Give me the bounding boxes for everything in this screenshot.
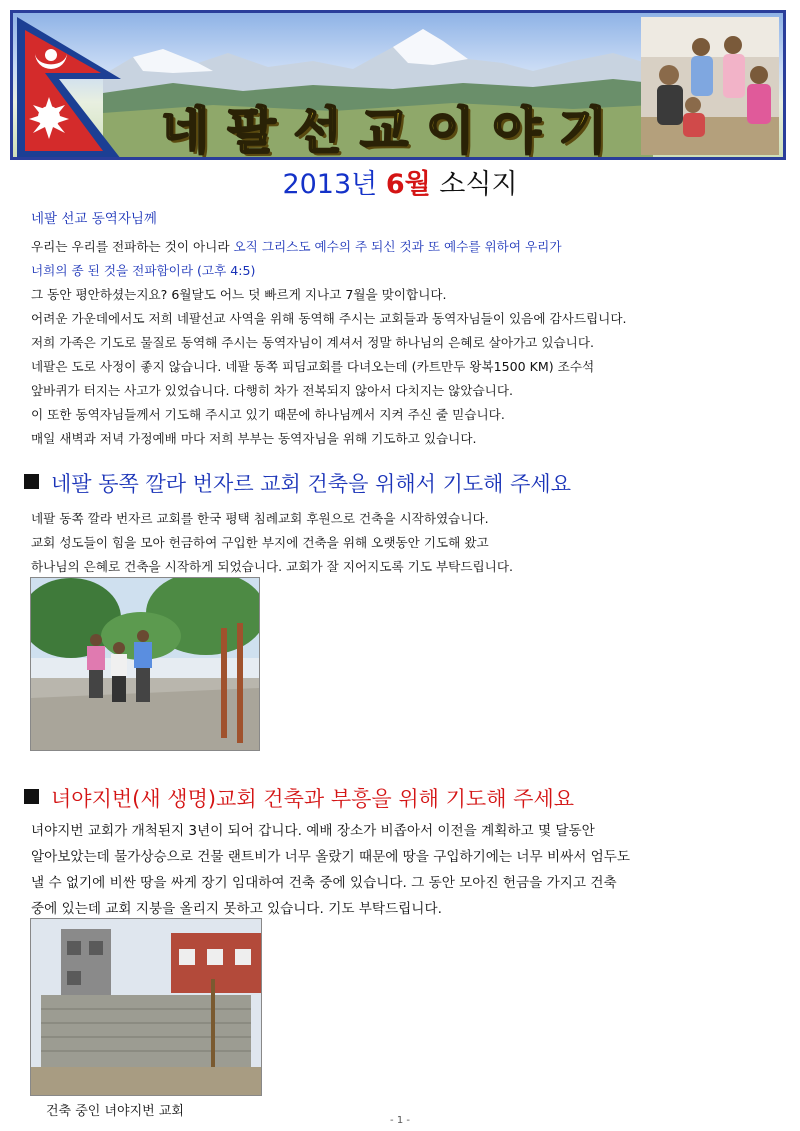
verse-line-2: 너희의 종 된 것을 전파함이라 (고후 4:5): [31, 263, 256, 278]
section2-line: 중에 있는데 교회 지붕을 올리지 못하고 있습니다. 기도 부탁드립니다.: [31, 901, 442, 917]
church-construction-photo: [30, 918, 262, 1096]
section2-line: 낼 수 없기에 비싼 땅을 싸게 장기 임대하여 건축 중에 있습니다. 그 동안 모아진 헌금을 가지고 건축: [31, 875, 617, 891]
nepal-flag-icon: [13, 13, 133, 160]
section1-line: 네팔 동쪽 깔라 번자르 교회를 한국 평택 침례교회 후원으로 건축을 시작하였습니다.: [31, 511, 489, 526]
issue-title: [0, 162, 800, 201]
section2-line: 녀야지번 교회가 개척된지 3년이 되어 갑니다. 예배 장소가 비좁아서 이전을 계획하고 몇 달동안: [31, 823, 595, 839]
intro-line: 네팔은 도로 사정이 좋지 않습니다. 네팔 동쪽 피딤교회를 다녀오는데 (카트만두 왕복1500 KM) 조수석: [31, 359, 595, 374]
section1-line: 교회 성도들이 힘을 모아 헌금하여 구입한 부지에 건축을 위해 오랫동안 기도해 왔고: [31, 535, 489, 550]
section-heading-text: 네팔 동쪽 깔라 번자르 교회 건축을 위해서 기도해 주세요: [51, 472, 571, 496]
intro-line: 매일 새벽과 저녁 가정예배 마다 저희 부부는 동역자님을 위해 기도하고 있습니다.: [31, 431, 477, 446]
intro-line: 그 동안 평안하셨는지요? 6월달도 어느 덧 빠르게 지나고 7월을 맞이합니다.: [31, 287, 447, 302]
page-number: - 1 -: [390, 1115, 410, 1126]
issue-label: 소식지: [439, 169, 518, 200]
section-heading-nayajiban: [24, 783, 574, 813]
photo-caption: 건축 중인 녀야지번 교회: [46, 1104, 184, 1119]
square-bullet-icon: [24, 474, 39, 489]
banner-title: 네팔선교이야기: [160, 102, 626, 160]
square-bullet-icon: [24, 789, 39, 804]
section-heading-text: 녀야지번(새 생명)교회 건축과 부흥을 위해 기도해 주세요: [51, 787, 575, 811]
verse-line-1: [31, 235, 562, 259]
construction-site-photo: [30, 577, 260, 751]
intro-line: 앞바퀴가 터지는 사고가 있었습니다. 다행히 차가 전복되지 않아서 다치지는 않았습니다.: [31, 383, 513, 398]
intro-line: 이 또한 동역자님들께서 기도해 주시고 있기 때문에 하나님께서 지켜 주신 줄 믿습니다.: [31, 407, 505, 422]
section2-line: 알아보았는데 물가상승으로 건물 랜트비가 너무 올랐기 때문에 땅을 구입하기에는 너무 비싸서 엄두도: [31, 849, 631, 865]
greeting: 네팔 선교 동역자님께: [31, 211, 157, 227]
intro-line: 어려운 가운데에서도 저희 네팔선교 사역을 위해 동역해 주시는 교회들과 동역자님들이 있음에 감사드립니다.: [31, 311, 627, 326]
verse-part-a: 우리는 우리를 전파하는 것이 아니라: [31, 239, 234, 254]
intro-line: 저희 가족은 기도로 물질로 동역해 주시는 동역자님이 계셔서 정말 하나님의 은혜로 살아가고 있습니다.: [31, 335, 594, 350]
issue-year: 2013년: [282, 169, 378, 200]
family-photo: [641, 17, 779, 155]
verse-part-b: 오직 그리스도 예수의 주 되신 것과 또 예수를 위하여 우리가: [233, 239, 562, 254]
section1-line: 하나님의 은혜로 건축을 시작하게 되었습니다. 교회가 잘 지어지도록 기도 부탁드립니다.: [31, 559, 513, 574]
issue-month: 6월: [385, 169, 431, 200]
section-heading-kala-banjar: [24, 468, 571, 498]
header-banner: [10, 10, 786, 160]
